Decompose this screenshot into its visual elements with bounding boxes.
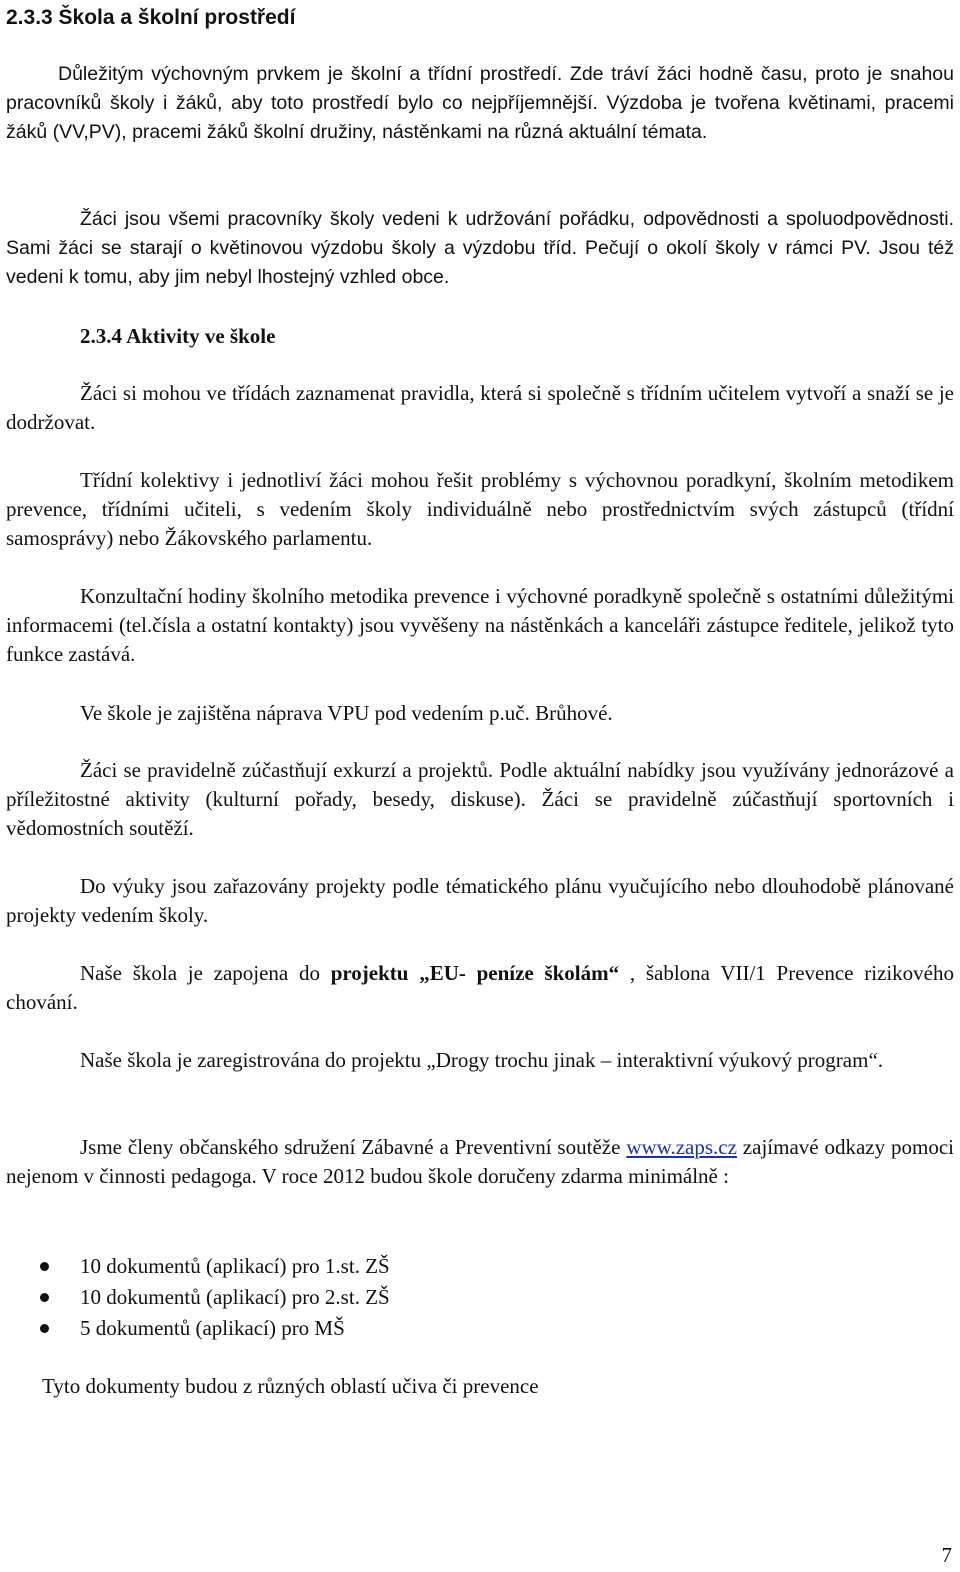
paragraph-consultation-hours: Konzultační hodiny školního metodika prevence i výchovné poradkyně společně s ostatními důležitými informacemi (tel.čísla a ostatní kontakty) jsou vyvěšeny na nástěnkách a kanceláři zástupce ředitele, jelikož tyto funkce zastává. bbox=[6, 584, 954, 666]
paragraph-zaps-association bbox=[6, 1133, 954, 1191]
zaps-text-before: Jsme členy občanského sdružení Zábavné a Preventivní soutěže bbox=[80, 1135, 627, 1159]
page-number: 7 bbox=[941, 1543, 952, 1567]
subsection-heading: 2.3.4 Aktivity ve škole bbox=[80, 324, 276, 348]
paragraph-school-environment: Důležitým výchovným prvkem je školní a třídní prostředí. Zde tráví žáci hodně času, proto je snahou pracovníků školy i žáků, aby toto prostředí bylo co nejpříjemnější. Výzdoba je tvořena květinami, pracemi žáků (VV,PV), pracemi žáků školní družiny, nástěnkami na různá aktuální témata. bbox=[6, 63, 954, 143]
list-item bbox=[0, 1282, 390, 1313]
paragraph-class-rules: Žáci si mohou ve třídách zaznamenat pravidla, která si společně s třídním učitelem vytvoří a snaží se je dodržovat. bbox=[6, 381, 954, 434]
bullet-icon bbox=[40, 1293, 49, 1302]
paragraph-vpu-remedy: Ve škole je zajištěna náprava VPU pod vedením p.uč. Brůhové. bbox=[80, 701, 613, 725]
zaps-text-after: zajímavé odkazy pomoci nejenom v činnosti pedagoga. V roce 2012 budou škole doručeny zdarma minimálně : bbox=[6, 1135, 955, 1188]
list-item bbox=[0, 1251, 390, 1282]
list-item-label: 10 dokumentů (aplikací) pro 2.st. ZŠ bbox=[80, 1285, 390, 1309]
bullet-icon bbox=[40, 1324, 49, 1333]
paragraph-excursions-projects: Žáci se pravidelně zúčastňují exkurzí a projektů. Podle aktuální nabídky jsou využívány jednorázové a příležitostné aktivity (kulturní pořady, besedy, diskuse). Žáci se pravidelně zúčastňují sportovních i vědomostních soutěží. bbox=[6, 758, 954, 840]
list-item bbox=[0, 1313, 390, 1344]
bullet-icon bbox=[40, 1262, 49, 1271]
list-item-label: 5 dokumentů (aplikací) pro MŠ bbox=[80, 1316, 345, 1340]
eu-project-text-before: Naše škola je zapojena do bbox=[80, 961, 331, 985]
paragraph-eu-project bbox=[6, 959, 954, 1017]
zaps-link[interactable]: www.zaps.cz bbox=[626, 1135, 737, 1159]
paragraph-problem-solving: Třídní kolektivy i jednotliví žáci mohou řešit problémy s výchovnou poradkyní, školním metodikem prevence, třídními učiteli, s vedením školy individuálně nebo prostřednictvím svých zástupců (třídní samosprávy) nebo Žákovského parlamentu. bbox=[6, 468, 954, 550]
paragraph-order-responsibility: Žáci jsou všemi pracovníky školy vedeni k udržování pořádku, odpovědnosti a spoluodpovědnosti. Sami žáci se starají o květinovou výzdobu školy a výzdobu tříd. Pečují o okolí školy v rámci PV. Jsou též vedeni k tomu, aby jim nebyl lhostejný vzhled obce. bbox=[6, 208, 954, 288]
paragraph-teaching-projects: Do výuky jsou zařazovány projekty podle tématického plánu vyučujícího nebo dlouhodobě plánované projekty vedením školy. bbox=[6, 874, 954, 927]
eu-project-name: projektu „EU- peníze školám“ bbox=[330, 961, 620, 985]
paragraph-drugs-project: Naše škola je zaregistrována do projektu „Drogy trochu jinak – interaktivní výukový program“. bbox=[80, 1048, 884, 1072]
section-heading: 2.3.3 Škola a školní prostředí bbox=[6, 6, 296, 29]
eu-project-text-after: , šablona VII/1 Prevence rizikového chování. bbox=[6, 961, 954, 1014]
closing-sentence: Tyto dokumenty budou z různých oblastí učiva či prevence bbox=[42, 1374, 539, 1398]
documents-list bbox=[0, 1251, 390, 1344]
list-item-label: 10 dokumentů (aplikací) pro 1.st. ZŠ bbox=[80, 1254, 390, 1278]
